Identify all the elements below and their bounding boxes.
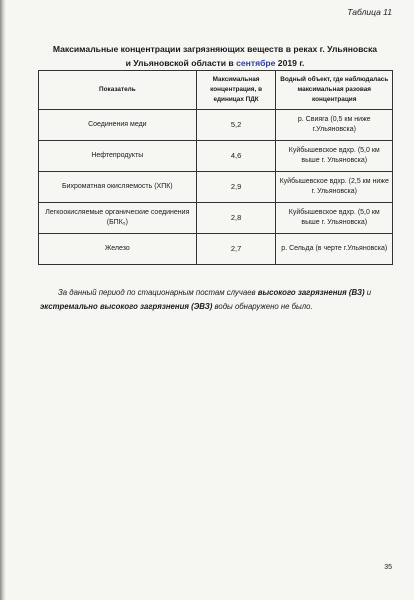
table-row — [39, 141, 393, 172]
note-text-3: воды обнаружено не было. — [212, 302, 313, 311]
cell-indicator: Железо — [39, 234, 197, 265]
page-number: 35 — [384, 564, 392, 571]
header-indicator: Показатель — [39, 71, 197, 110]
table-header-row — [39, 71, 393, 110]
table-row — [39, 172, 393, 203]
note-text-2: и — [364, 288, 372, 297]
title-line-2-end: 2019 г. — [275, 58, 305, 68]
note-bold-vz: высокого загрязнения (ВЗ) — [257, 288, 365, 297]
table-row — [39, 234, 393, 265]
note-bold-evz: экстремально высокого загрязнения (ЭВЗ) — [40, 302, 213, 311]
cell-value: 2,7 — [196, 234, 276, 265]
title-line-1: Максимальные концентрации загрязняющих веществ в реках г. Ульяновска — [52, 44, 378, 54]
cell-value: 4,6 — [196, 141, 276, 172]
cell-indicator: Бихроматная окисляемость (ХПК) — [39, 172, 197, 203]
cell-indicator: Соединения меди — [39, 110, 197, 141]
cell-location: Куйбышевское вдхр. (2,5 км ниже г. Ульяновска) — [276, 172, 393, 203]
table-row — [39, 110, 393, 141]
cell-indicator: Нефтепродукты — [39, 141, 197, 172]
header-water-body: Водный объект, где наблюдалась максимальная разовая концентрация — [276, 71, 393, 110]
scan-edge-shadow — [0, 0, 6, 600]
cell-value: 2,8 — [196, 203, 276, 234]
title-month: сентябре — [236, 58, 276, 68]
cell-location: Куйбышевское вдхр. (5,0 км выше г. Ульяновска) — [276, 141, 393, 172]
cell-location: Куйбышевское вдхр. (5,0 км выше г. Ульяновска) — [276, 203, 393, 234]
page-title — [30, 42, 400, 70]
cell-location: р. Сельда (в черте г.Ульяновска) — [276, 234, 393, 265]
note-paragraph — [40, 286, 392, 314]
cell-location: р. Свияга (0,5 км ниже г.Ульяновска) — [276, 110, 393, 141]
cell-value: 5,2 — [196, 110, 276, 141]
cell-indicator: Легкоокисляемые органические соединения (БПК₅) — [39, 203, 197, 234]
title-line-2-start: и Ульяновской области в — [125, 58, 237, 68]
table-row — [39, 203, 393, 234]
header-max-concentration: Максимальная концентрация, в единицах ПДК — [196, 71, 276, 110]
pollutants-table — [38, 70, 393, 265]
table-label: Таблица 11 — [347, 7, 392, 17]
cell-value: 2,9 — [196, 172, 276, 203]
note-text-1: За данный период по стационарным постам случаев — [58, 288, 258, 297]
